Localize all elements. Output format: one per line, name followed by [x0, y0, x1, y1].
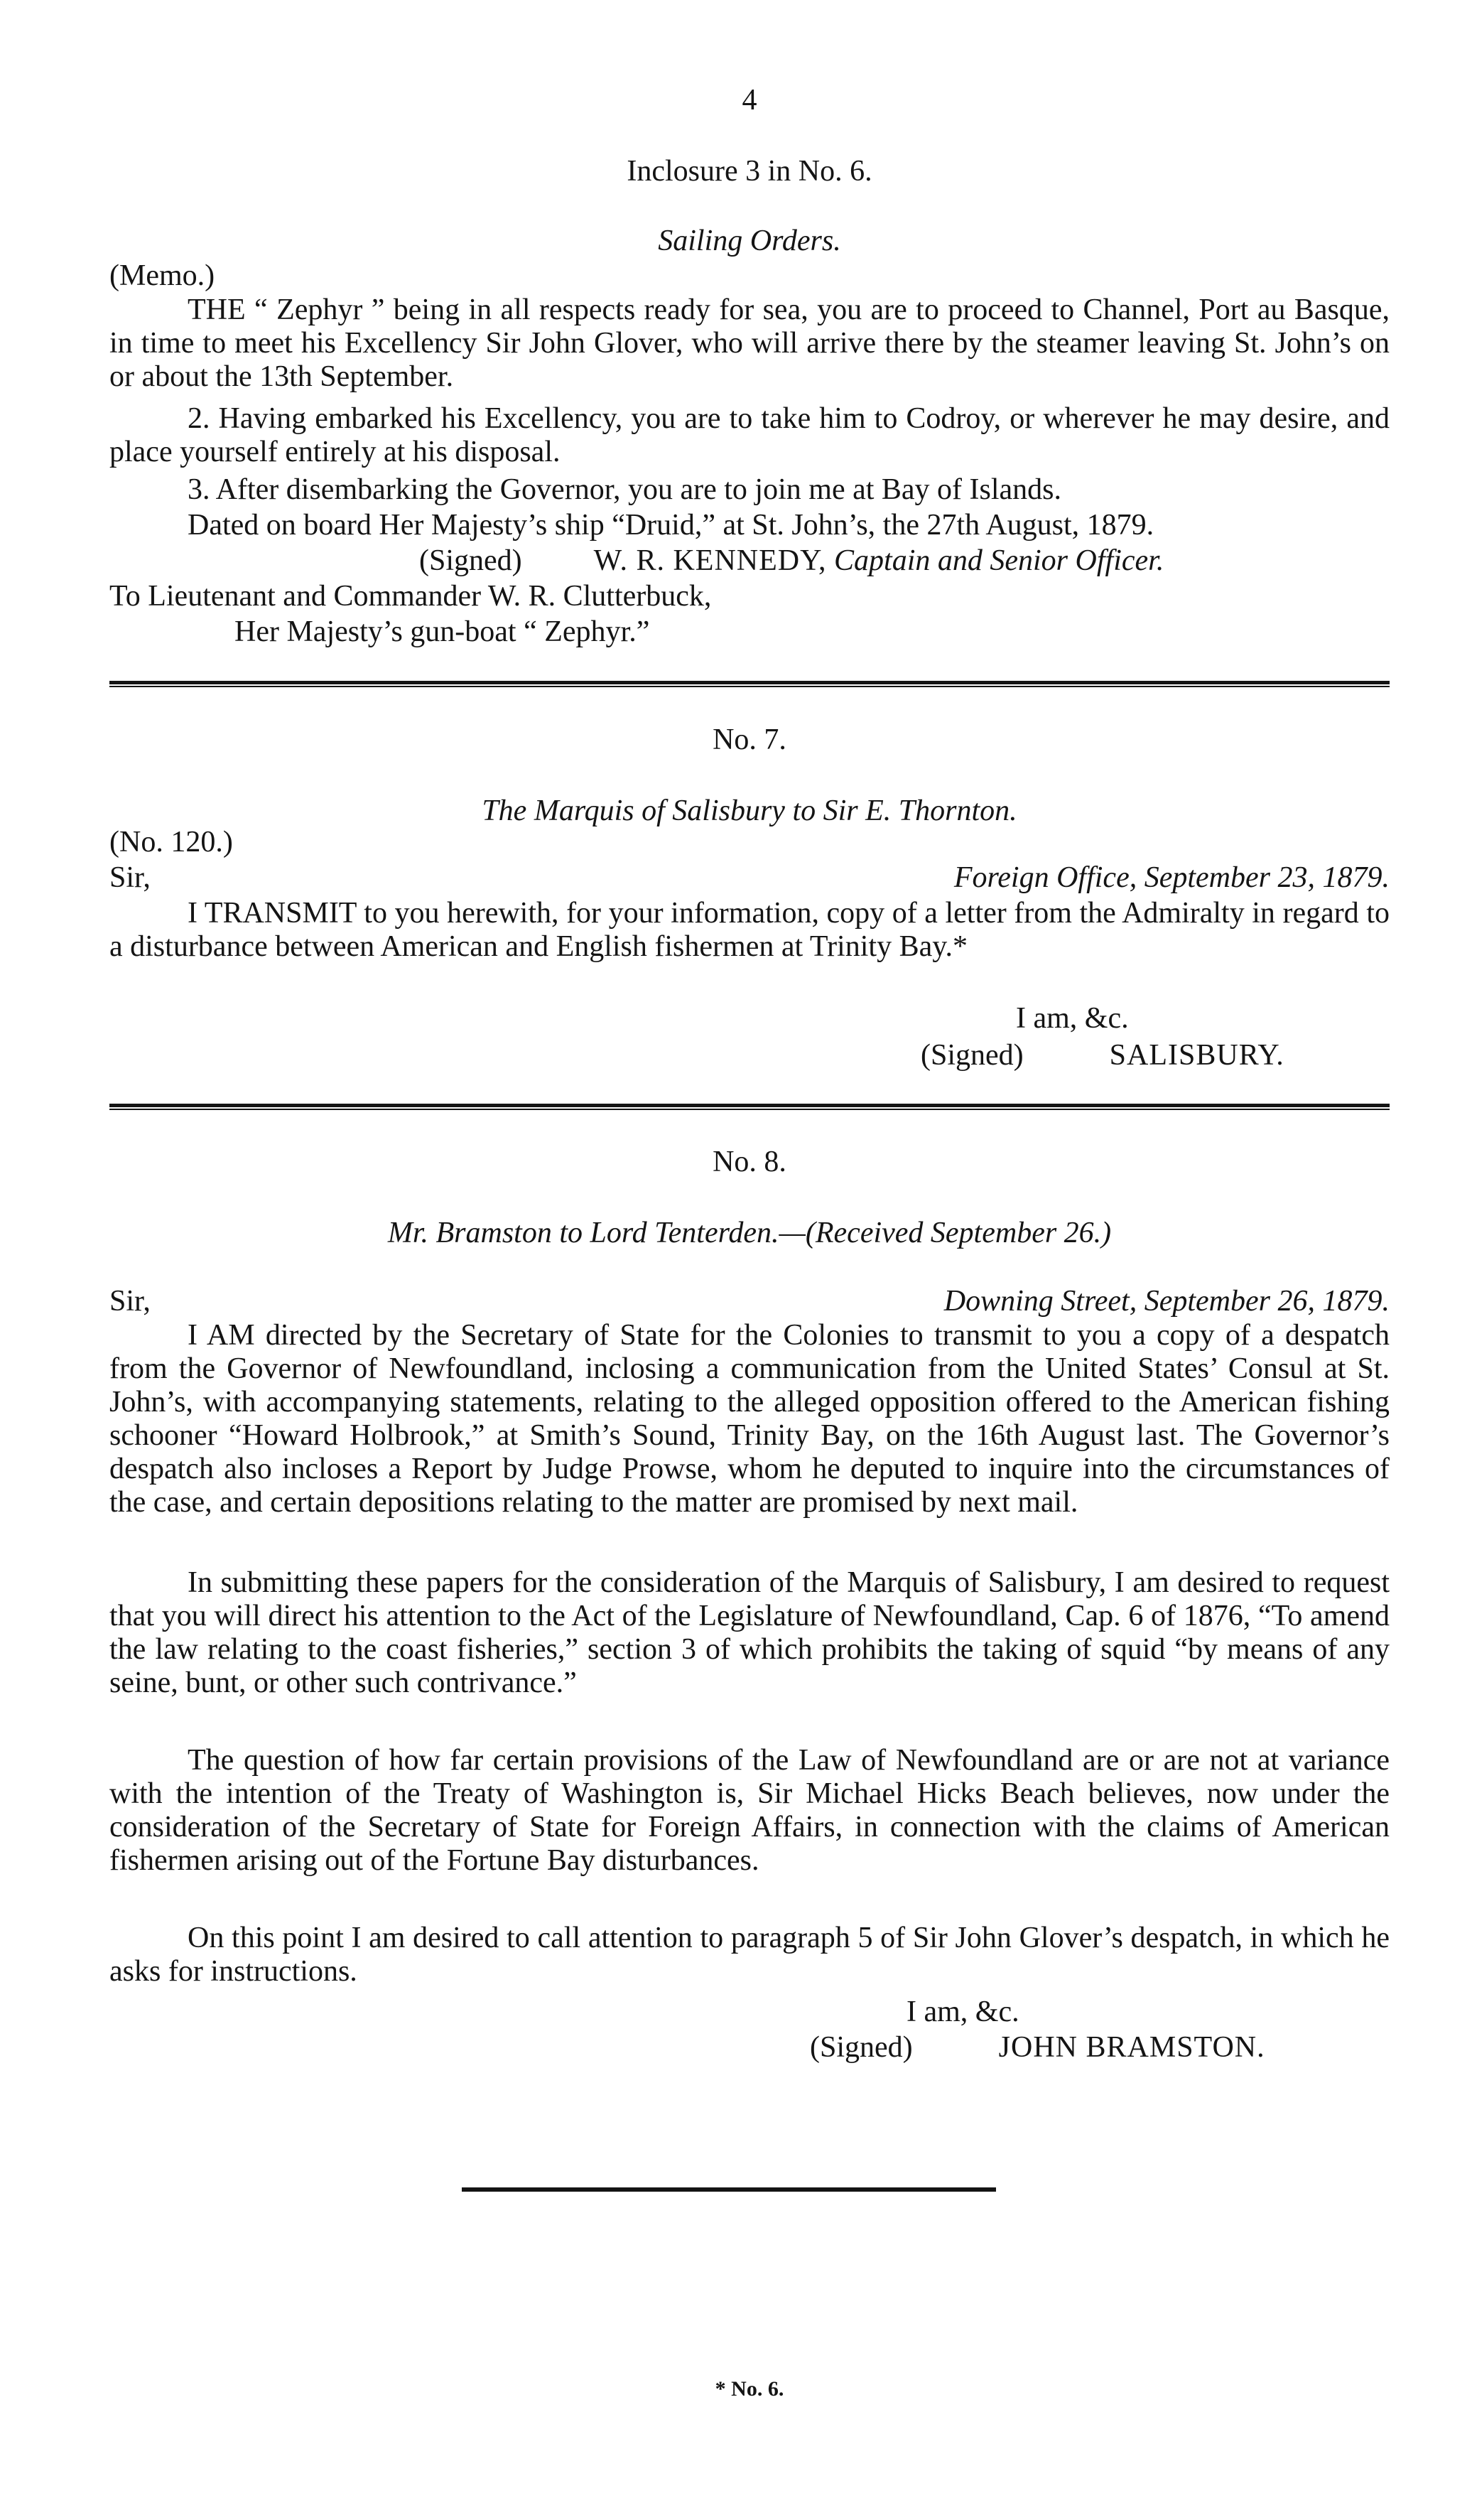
no8-para-3: The question of how far certain provisions of the Law of Newfoundland are or are not at variance with the intention of the Treaty of Washington is, Sir Michael Hicks Beach believes, now under the consideration of the Secretary of State for Foreign Affairs, in connection with the claims of American fishermen arising out of the Fortune Bay disturbances.	[109, 1744, 1390, 1877]
no8-signed-label: (Signed)	[810, 2031, 913, 2064]
memo-label: (Memo.)	[109, 259, 215, 292]
no7-signer-name: SALISBURY.	[1109, 1039, 1284, 1072]
signer-title: Captain and Senior Officer.	[834, 544, 1164, 577]
no7-signature	[921, 1039, 1284, 1072]
inclosure-heading: Inclosure 3 in No. 6.	[627, 155, 872, 188]
no7-salutation: Sir,	[109, 861, 151, 894]
no7-closing: I am, &c.	[1016, 1002, 1129, 1035]
no8-salutation: Sir,	[109, 1285, 151, 1318]
sailing-orders-signature	[419, 544, 1164, 578]
signer-name: W. R. KENNEDY,	[593, 544, 827, 577]
no7-place-date: Foreign Office, September 23, 1879.	[953, 861, 1390, 894]
sailing-orders-para-2: 2. Having embarked his Excellency, you are to take him to Codroy, or wherever he may desire, and place yourself entirely at his disposal.	[109, 402, 1390, 468]
sailing-orders-dated: Dated on board Her Majesty’s ship “Druid,” at St. John’s, the 27th August, 1879.	[188, 509, 1154, 542]
no7-heading: No. 7.	[713, 723, 786, 756]
section-divider	[109, 681, 1390, 687]
no8-signature	[810, 2031, 1265, 2064]
no8-heading: No. 8.	[713, 1146, 786, 1178]
no8-para-2: In submitting these papers for the consideration of the Marquis of Salisbury, I am desired to request that you will direct his attention to the Act of the Legislature of Newfoundland, Cap. 6 of 1876, “To amend the law relating to the coast fisheries,” section 3 of which prohibits the taking of squid “by means of any seine, bunt, or other such contrivance.”	[109, 1566, 1390, 1699]
no8-subheading: Mr. Bramston to Lord Tenterden.—(Received September 26.)	[387, 1217, 1112, 1249]
no8-place-date: Downing Street, September 26, 1879.	[943, 1285, 1390, 1318]
no7-signed-label: (Signed)	[921, 1039, 1024, 1072]
no7-body: I TRANSMIT to you herewith, for your information, copy of a letter from the Admiralty in regard to a disturbance between American and English fishermen at Trinity Bay.*	[109, 897, 1390, 963]
no8-para-1: I AM directed by the Secretary of State for the Colonies to transmit to you a copy of a despatch from the Governor of Newfoundland, inclosing a communication from the United States’ Consul at St. John’s, with accompanying statements, relating to the alleged opposition offered to the American fishing schooner “Howard Holbrook,” at Smith’s Sound, Trinity Bay, on the 16th August last. The Governor’s despatch also incloses a Report by Judge Prowse, whom he deputed to inquire into the circumstances of the case, and certain depositions relating to the matter are promised by next mail.	[109, 1319, 1390, 1519]
no7-subheading: The Marquis of Salisbury to Sir E. Thornton.	[482, 795, 1017, 827]
addressee-line-1: To Lieutenant and Commander W. R. Clutterbuck,	[109, 580, 712, 613]
footnote: * No. 6.	[715, 2377, 784, 2401]
no7-reference: (No. 120.)	[109, 826, 233, 858]
no8-signer-name: JOHN BRAMSTON.	[998, 2031, 1265, 2064]
section-divider	[109, 1104, 1390, 1110]
sailing-orders-para-1: THE “ Zephyr ” being in all respects ready for sea, you are to proceed to Channel, Port au Basque, in time to meet his Excellency Sir John Glover, who will arrive there by the steamer leaving St. John’s on or about the 13th September.	[109, 294, 1390, 393]
inclosure-subheading: Sailing Orders.	[658, 225, 841, 257]
no8-closing: I am, &c.	[907, 1996, 1019, 2028]
addressee-line-2: Her Majesty’s gun-boat “ Zephyr.”	[234, 615, 650, 648]
no8-para-4: On this point I am desired to call attention to paragraph 5 of Sir John Glover’s despatch, in which he asks for instructions.	[109, 1922, 1390, 1988]
end-rule	[462, 2187, 996, 2192]
sailing-orders-para-3: 3. After disembarking the Governor, you are to join me at Bay of Islands.	[188, 473, 1062, 506]
signed-label: (Signed)	[419, 544, 522, 577]
page-number: 4	[742, 84, 757, 117]
